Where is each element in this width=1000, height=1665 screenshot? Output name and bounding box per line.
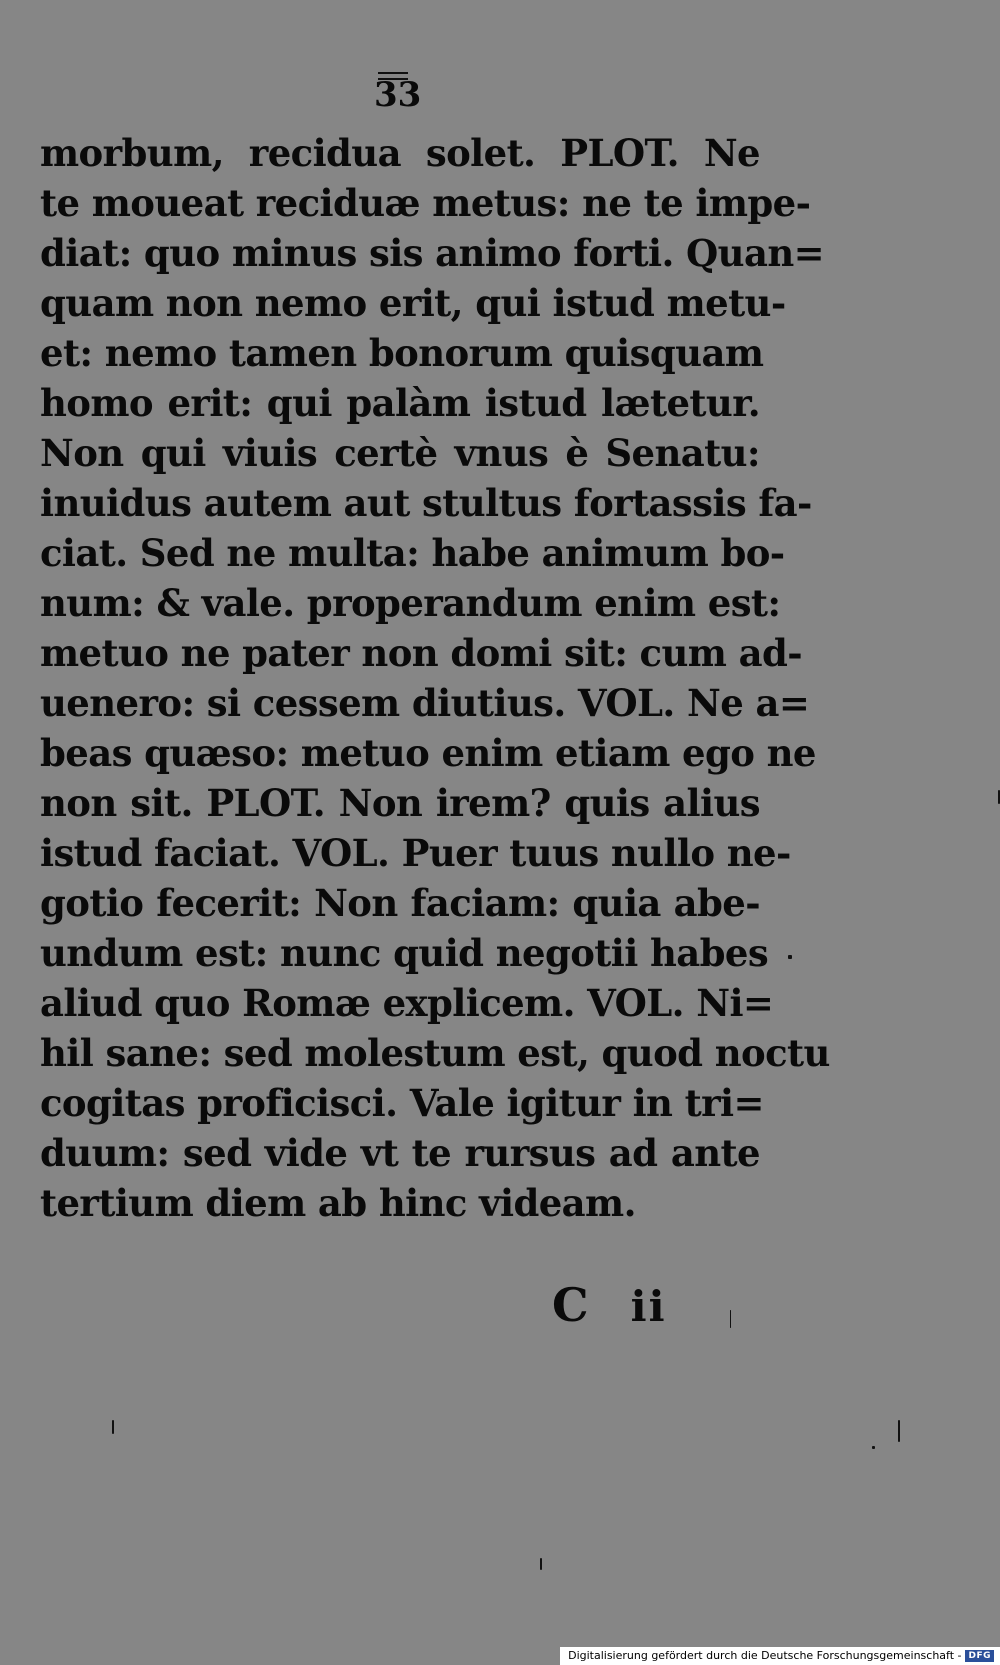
- text-line: uenero: si cessem diutius. VOL. Ne a=: [40, 681, 810, 725]
- text-line: num: & vale. properandum enim est:: [40, 581, 781, 625]
- scan-speck: [112, 1420, 114, 1434]
- signature-number: ii: [630, 1282, 667, 1331]
- text-line: metuo ne pater non domi sit: cum ad-: [40, 631, 802, 675]
- text-line: et: nemo tamen bonorum quisquam: [40, 331, 764, 375]
- text-line: cogitas proficisci. Vale igitur in tri=: [40, 1081, 764, 1125]
- text-line: gotio fecerit: Non faciam: quia abe-: [40, 881, 760, 925]
- scan-speck: [788, 955, 792, 959]
- scan-speck: [540, 1558, 542, 1570]
- body-text: [40, 128, 830, 1228]
- text-line: aliud quo Romæ explicem. VOL. Ni=: [40, 981, 774, 1025]
- scan-speck: [730, 1310, 731, 1328]
- text-line: inuidus autem aut stultus fortassis fa-: [40, 481, 812, 525]
- credit-text: Digitalisierung gefördert durch die Deutsche Forschungsgemeinschaft -: [568, 1649, 962, 1662]
- text-line: non sit. PLOT. Non irem? quis alius: [40, 781, 760, 825]
- text-line: tertium diem ab hinc videam.: [40, 1181, 636, 1225]
- text-line: hil sane: sed molestum est, quod noctu: [40, 1031, 830, 1075]
- text-line: morbum, recidua solet. PLOT. Ne: [40, 131, 760, 175]
- scan-speck: [898, 1420, 900, 1442]
- text-line: diat: quo minus sis animo forti. Quan=: [40, 231, 825, 275]
- page-number: 33: [374, 75, 422, 115]
- text-line: istud faciat. VOL. Puer tuus nullo ne-: [40, 831, 791, 875]
- text-line: duum: sed vide vt te rursus ad ante: [40, 1131, 760, 1175]
- text-line: Non qui viuis certè vnus è Senatu:: [40, 431, 760, 475]
- signature-letter: C: [552, 1278, 591, 1332]
- text-line: homo erit: qui palàm istud lætetur.: [40, 381, 760, 425]
- text-line: ciat. Sed ne multa: habe animum bo-: [40, 531, 785, 575]
- text-line: quam non nemo erit, qui istud metu-: [40, 281, 786, 325]
- text-line: undum est: nunc quid negotii habes: [40, 931, 769, 975]
- text-line: beas quæso: metuo enim etiam ego ne: [40, 731, 816, 775]
- signature-mark: [552, 1278, 667, 1332]
- scan-speck: [872, 1446, 875, 1449]
- dfg-logo: DFG: [965, 1650, 994, 1662]
- text-line: te moueat reciduæ metus: ne te impe-: [40, 181, 811, 225]
- digitization-credit: [560, 1647, 1000, 1665]
